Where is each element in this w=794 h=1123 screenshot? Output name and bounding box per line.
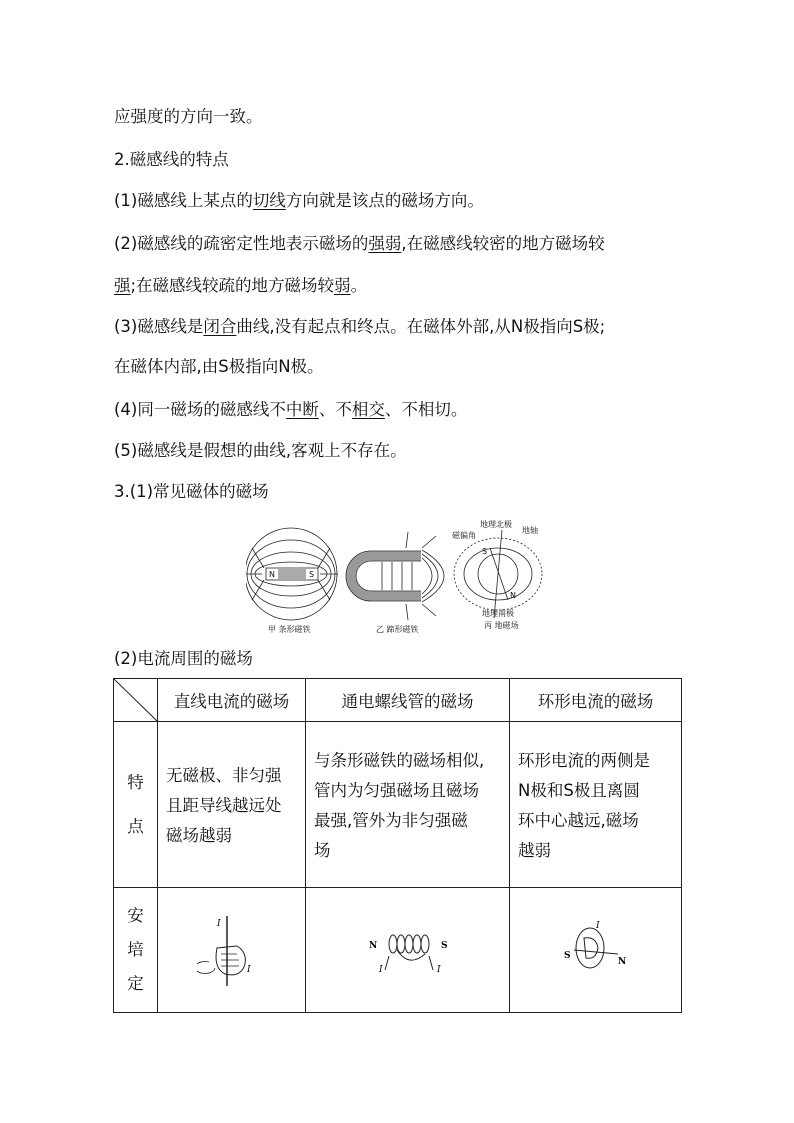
svg-text:I: I [378, 965, 383, 975]
earth-S-label: S [482, 547, 488, 556]
blank-closed: 闭合 [203, 317, 237, 336]
header-straight-current: 直线电流的磁场 [158, 679, 306, 722]
blank-interrupt: 中断 [285, 400, 319, 419]
svg-text:S: S [440, 941, 447, 951]
bar-caption: 甲 条形磁铁 [268, 625, 311, 634]
corner-cell [114, 679, 158, 722]
text-line-4: (2)磁感线的疏密定性地表示磁场的强弱,在磁感线较密的地方磁场较 [114, 234, 605, 253]
geo-north-label: 地理北极 [480, 520, 512, 529]
current-field-table [113, 678, 682, 1013]
cell-straight-features: 无磁极、非匀强 且距导线越远处 磁场越弱 [158, 722, 306, 888]
section-heading-3: 3.(1)常见磁体的磁场 [114, 482, 269, 501]
row-label-ampere: 安 培 定 [114, 888, 158, 1013]
text-line-9: (5)磁感线是假想的曲线,客观上不存在。 [114, 441, 407, 460]
svg-text:N: N [368, 941, 377, 951]
header-loop-current: 环形电流的磁场 [510, 679, 682, 722]
loop-current-hand-illustration [556, 918, 636, 978]
section-heading-3-2: (2)电流周围的磁场 [114, 649, 253, 668]
svg-text:I: I [216, 919, 221, 929]
axis-label: 地轴 [522, 526, 538, 535]
svg-text:I: I [436, 965, 441, 975]
svg-text:N: N [617, 957, 626, 967]
horseshoe-caption: 乙 蹄形磁铁 [376, 625, 419, 634]
geo-south-label: 地理南极 [482, 609, 514, 618]
text-line-8: (4)同一磁场的磁感线不中断、不相交、不相切。 [114, 400, 468, 419]
solenoid-hand-illustration [353, 918, 463, 978]
text-line-1: 应强度的方向一致。 [114, 107, 263, 126]
earth-field-diagram [454, 530, 542, 618]
svg-text:S: S [563, 951, 570, 961]
text-line-7: 在磁体内部,由S极指向N极。 [114, 357, 324, 376]
declination-label: 磁偏角 [452, 531, 476, 540]
bar-N-label: N [269, 570, 275, 579]
text-line-3: (1)磁感线上某点的切线方向就是该点的磁场方向。 [114, 191, 484, 210]
blank-strength: 强弱 [368, 234, 402, 253]
blank-tangent: 切线 [252, 191, 286, 210]
text-line-5: 强;在磁感线较疏的地方磁场较弱。 [114, 276, 368, 295]
straight-current-hand-illustration [197, 908, 267, 988]
text-line-6: (3)磁感线是闭合曲线,没有起点和终点。在磁体外部,从N极指向S极; [114, 317, 606, 336]
magnet-field-figure [246, 518, 546, 636]
bar-S-label: S [309, 570, 315, 579]
svg-text:I: I [595, 921, 600, 931]
section-heading-2: 2.磁感线的特点 [114, 150, 229, 169]
blank-weak: 弱 [334, 276, 351, 295]
cell-loop-rule [510, 888, 682, 1013]
svg-text:I: I [246, 965, 251, 975]
cell-loop-features: 环形电流的两侧是 N极和S极且离圆 环中心越远,磁场 越弱 [510, 722, 682, 888]
cell-solenoid-rule [306, 888, 510, 1013]
cell-solenoid-features: 与条形磁铁的磁场相似, 管内为匀强磁场且磁场 最强,管外为非匀强磁 场 [306, 722, 510, 888]
row-label-features: 特 点 [114, 722, 158, 888]
horseshoe-magnet-diagram [346, 532, 444, 620]
earth-N-label: N [510, 591, 516, 600]
earth-caption: 丙 地磁场 [484, 621, 519, 630]
blank-intersect: 相交 [351, 400, 385, 419]
cell-straight-rule [158, 888, 306, 1013]
bar-magnet-diagram [246, 528, 338, 620]
header-solenoid: 通电螺线管的磁场 [306, 679, 510, 722]
blank-strong: 强 [114, 276, 131, 295]
